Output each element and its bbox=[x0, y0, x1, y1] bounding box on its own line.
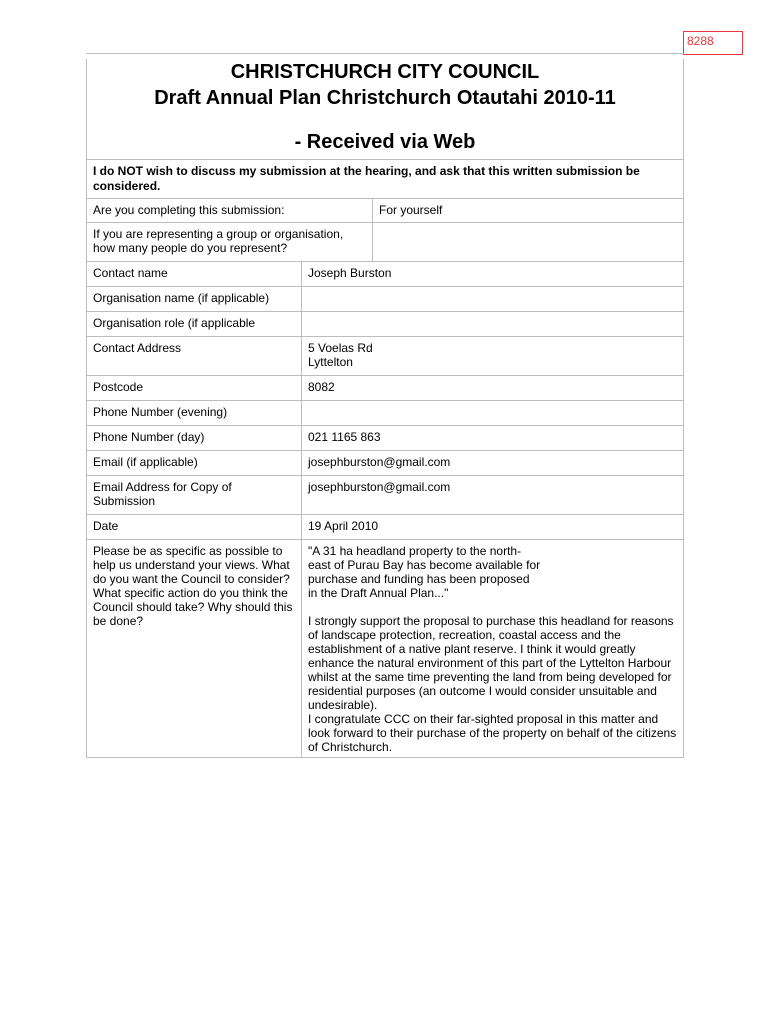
label-org-name: Organisation name (if applicable) bbox=[87, 287, 302, 311]
document-number-stamp: 8288 bbox=[683, 31, 743, 55]
submission-form bbox=[86, 53, 684, 758]
label-comments: Please be as specific as possible to help us understand your views. What do you want the Council to consider? What specific action do you think the Council should take? Why should this be done? bbox=[87, 540, 302, 757]
label-contact-name: Contact name bbox=[87, 262, 302, 286]
row-contact-name bbox=[86, 262, 684, 287]
value-phone-day: 021 1165 863 bbox=[308, 430, 381, 444]
label-representing: If you are representing a group or organisation, how many people do you represent? bbox=[87, 223, 373, 261]
value-address bbox=[302, 337, 379, 375]
value-completing: For yourself bbox=[379, 203, 443, 217]
value-comments bbox=[302, 540, 683, 757]
label-phone-evening: Phone Number (evening) bbox=[87, 401, 302, 425]
value-org-role bbox=[302, 312, 314, 336]
row-address bbox=[86, 337, 684, 376]
address-line-2: Lyttelton bbox=[308, 355, 353, 369]
label-completing: Are you completing this submission: bbox=[87, 199, 373, 222]
value-contact-name: Joseph Burston bbox=[308, 266, 392, 280]
label-org-role: Organisation role (if applicable bbox=[87, 312, 302, 336]
row-phone-day bbox=[86, 426, 684, 451]
label-email: Email (if applicable) bbox=[87, 451, 302, 475]
comment-body: I strongly support the proposal to purchase this headland for reasons of landscape protection, recreation, coastal access and the establishment of a native plant reserve. I think it would greatly enhance the natural environment of this part of the Lyttelton Harbour whilst at the same time preventing the land from being developed for residential purposes (an outcome I would consider unsuitable and undesirable). I congratulate CCC on their far-sighted proposal in this matter and look forward to their purchase of the property on behalf of the citizens of Christchurch. bbox=[308, 614, 677, 754]
label-address: Contact Address bbox=[87, 337, 302, 375]
value-email-copy: josephburston@gmail.com bbox=[308, 480, 451, 494]
row-email-copy bbox=[86, 476, 684, 515]
label-email-copy: Email Address for Copy of Submission bbox=[87, 476, 302, 514]
plan-title: Draft Annual Plan Christchurch Otautahi 2010-11 bbox=[154, 87, 616, 109]
comment-quote: "A 31 ha headland property to the north- east of Purau Bay has become available for purchase and funding has been proposed in the Draft Annual Plan..." bbox=[308, 544, 541, 600]
row-org-role bbox=[86, 312, 684, 337]
value-postcode: 8082 bbox=[308, 380, 335, 394]
row-completing bbox=[86, 199, 684, 223]
received-via-web: - Received via Web bbox=[294, 131, 476, 153]
value-org-name bbox=[302, 287, 314, 311]
row-date bbox=[86, 515, 684, 540]
label-phone-day: Phone Number (day) bbox=[87, 426, 302, 450]
form-header bbox=[86, 59, 684, 160]
value-date: 19 April 2010 bbox=[308, 519, 379, 533]
row-comments bbox=[86, 540, 684, 758]
label-postcode: Postcode bbox=[87, 376, 302, 400]
address-line-1: 5 Voelas Rd bbox=[308, 341, 373, 355]
value-phone-evening bbox=[302, 401, 314, 425]
row-email bbox=[86, 451, 684, 476]
label-date: Date bbox=[87, 515, 302, 539]
row-representing bbox=[86, 223, 684, 262]
council-title: CHRISTCHURCH CITY COUNCIL bbox=[230, 61, 540, 83]
value-email: josephburston@gmail.com bbox=[308, 455, 451, 469]
row-phone-evening bbox=[86, 401, 684, 426]
value-representing bbox=[373, 223, 385, 261]
row-postcode bbox=[86, 376, 684, 401]
hearing-note: I do NOT wish to discuss my submission at the hearing, and ask that this written submission be considered. bbox=[86, 160, 684, 199]
row-org-name bbox=[86, 287, 684, 312]
